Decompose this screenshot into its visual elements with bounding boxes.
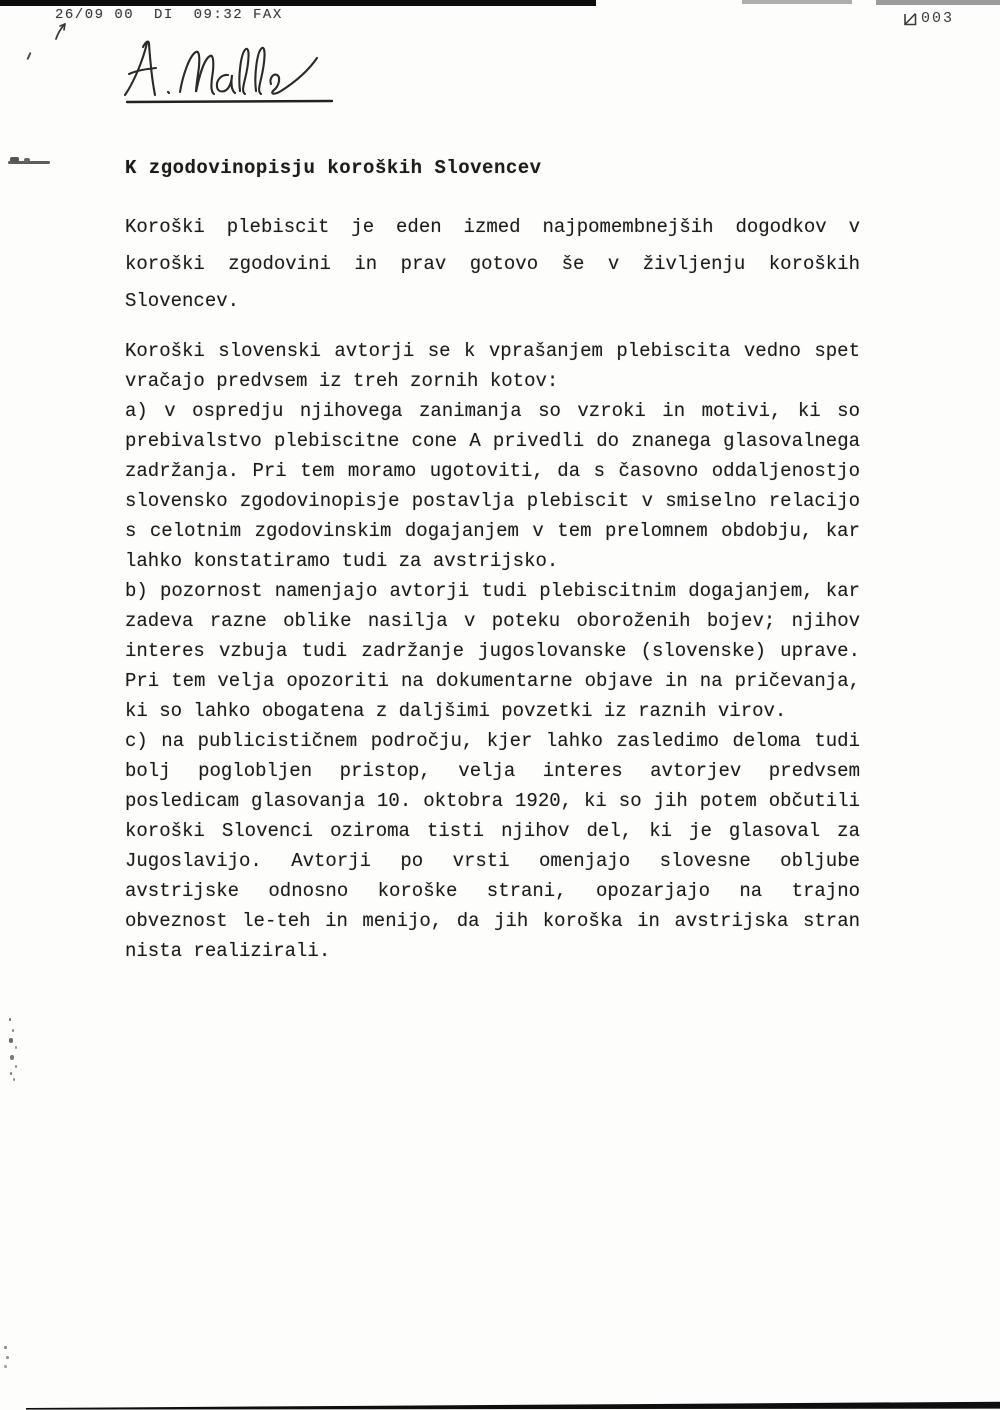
scan-edge-line [26, 1401, 1000, 1410]
scan-edge-strip-fragment [876, 0, 1000, 5]
body-paragraph-item-a: a) v ospredju njihovega zanimanja so vzroki in motivi, ki so prebivalstvo plebiscitne cone A privedli do znanega glasovalnega zadržanja. Pri tem moramo ugotoviti, da s časovno oddaljenostjo slovensko zgodovinopisje postavlja plebiscit v smiselno relacijo s celotnim zgodovinskim dogajanjem v tem prelomnem obdobju, kar lahko konstatiramo tudi za avstrijsko. [125, 400, 860, 572]
body-paragraph-item-b: b) pozornost namenjajo avtorji tudi plebiscitnim dogajanjem, kar zadeva razne oblike nasilja v poteku oboroženih bojev; njihov interes vzbuja tudi zadržanje jugoslovanske (slovenske) uprave. Pri tem velja opozoriti na dokumentarne objave in na pričevanja, ki so lahko obogatena z daljšimi povzetki iz raznih virov. [125, 580, 860, 722]
document-title: K zgodovinopisju koroških Slovencev [125, 157, 542, 179]
margin-speckles [9, 1018, 11, 1021]
fax-timestamp: 26/09 00 DI 09:32 FAX [55, 7, 283, 23]
body-paragraph-lead: Koroški slovenski avtorji se k vprašanjem plebiscita vedno spet vračajo predvsem iz treh zornih kotov: [125, 340, 860, 392]
intro-paragraph: Koroški plebiscit je eden izmed najpomembnejših dogodkov v koroški zgodovini in prav gotovo še v življenju koroških Slovencev. [125, 216, 860, 312]
scan-edge-strip-fragment [742, 0, 852, 4]
fax-page-number: 003 [921, 10, 955, 27]
fax-page-counter [902, 10, 954, 27]
stray-pen-mark [26, 52, 31, 60]
margin-speckles [4, 1346, 7, 1349]
handwritten-tick-mark [52, 20, 74, 47]
fax-sheet-icon [902, 10, 918, 27]
handwritten-signature [120, 36, 344, 108]
document-body [125, 155, 860, 966]
scan-edge-strip [0, 0, 596, 6]
margin-smudge [8, 157, 50, 164]
body-paragraph-item-c: c) na publicističnem področju, kjer lahko zasledimo deloma tudi bolj poglobljen pristop, velja interes avtorjev predvsem posledicam glasovanja 10. oktobra 1920, ki so jih potem občutili koroški Slovenci oziroma tisti njihov del, ki je glasoval za Jugoslavijo. Avtorji po vrsti omenjajo slovesne obljube avstrijske odnosno koroške strani, opozarjajo na trajno obveznost le-teh in menijo, da jih koroška in avstrijska stran nista realizirali. [125, 730, 860, 962]
